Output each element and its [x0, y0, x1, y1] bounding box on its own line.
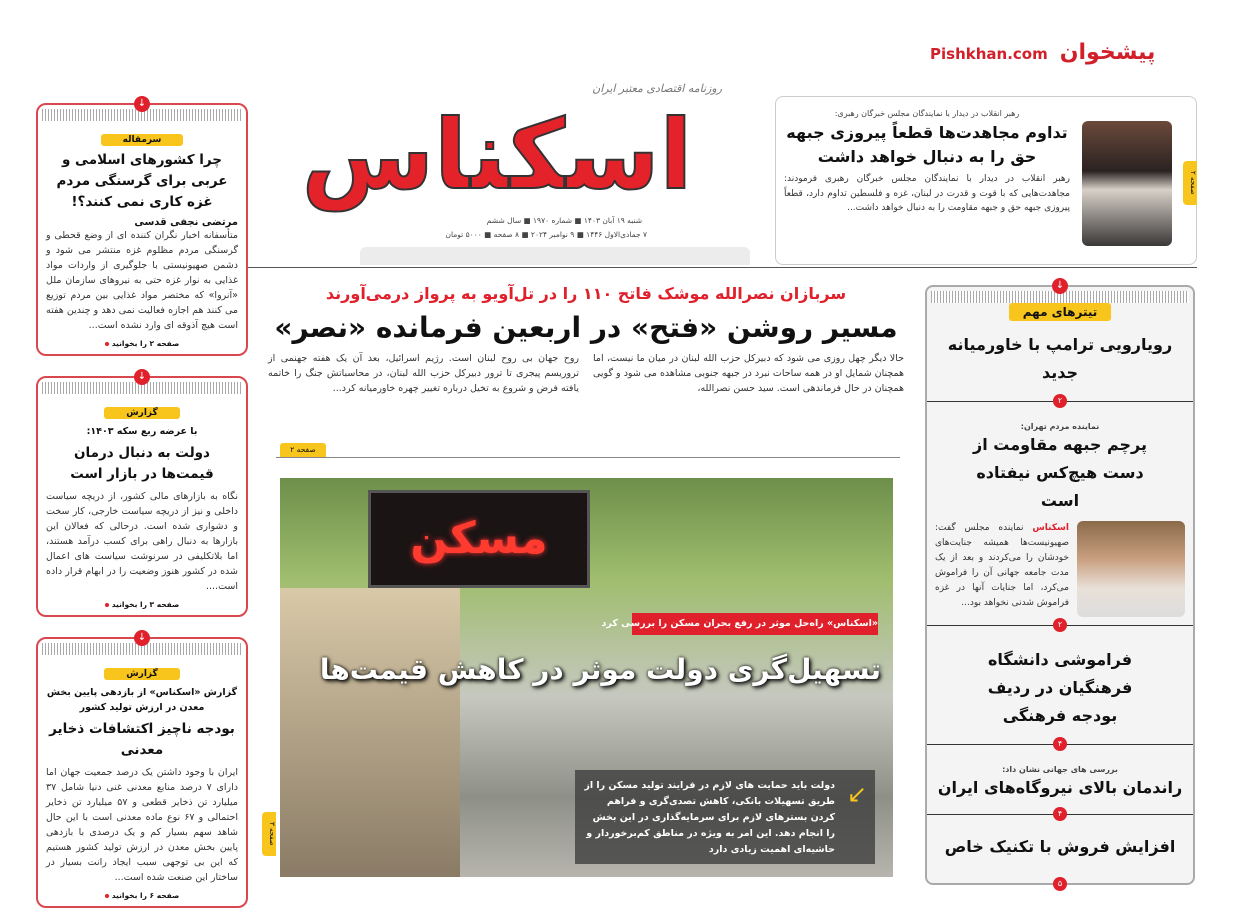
- caption: دولت باید حمایت های لازم در فرایند تولید مسکن را از طریق تسهیلات بانکی، کاهش تصدی‌گری و فراهم کردن بسترهای لازم برای سرمایه‌گذاری در این بخش را انجام دهد. این امر به ویژه در مناطق کم‌برخوردار و حاشیه‌ای اهمیت زیادی دارد: [584, 780, 835, 855]
- top-story-box[interactable]: [775, 96, 1197, 265]
- page-number: ۴: [1053, 737, 1067, 751]
- lead-story: [268, 283, 904, 396]
- headline[interactable]: راندمان بالای نیروگاه‌های ایران: [937, 778, 1183, 797]
- body-column: روح جهان بی روح لبنان است. رژیم اسرائیل، بعد آن یک هفته جهنمی از تروریسم پیجری تا ترور دبیرکل حزب الله لبنان، در محاسباتش جنگ را خاتمه یافته فرض و شروع به تخیل درباره تغییر چهره خاورمیانه کرد...: [268, 353, 579, 394]
- list-item[interactable]: [927, 396, 1193, 625]
- page-tab[interactable]: صفحه ۳: [262, 812, 276, 856]
- page-tab[interactable]: صفحه ۲: [280, 443, 326, 457]
- watermark: [930, 40, 1155, 65]
- headline[interactable]: رویارویی ترامپ با خاورمیانه جدید: [947, 335, 1173, 382]
- kicker: نماینده مردم تهران:: [1020, 422, 1100, 431]
- arrow-down-icon: ↓: [134, 369, 150, 385]
- body: نگاه به بازارهای مالی کشور، از دریچه سیاست داخلی و نیز از دریچه سیاست خارجی، کار سخت و دشواری شده است. درحالی که فعالان این بازارها به دنبال راهی برای کسب درآمد هستند، اما بلاتکلیفی در سرنوشت سیاست های اعمال شده در کشور هنوز وضعیت را در ابهام قرار داده است....: [46, 491, 238, 592]
- newspaper-logo[interactable]: اسکناس: [301, 99, 693, 211]
- tagline: روزنامه اقتصادی معتبر ایران: [592, 82, 722, 95]
- date-line: شنبه ۱۹ آبان ۱۴۰۳ ■ شماره ۱۹۷۰ ■ سال ششم: [486, 216, 642, 225]
- read-more-link[interactable]: صفحه ۳ را بخوانید: [46, 600, 238, 609]
- page-tab[interactable]: صفحه ۲: [1183, 161, 1197, 205]
- storefront: [280, 588, 460, 877]
- headline[interactable]: پرچم جبهه مقاومت از دست هیچ‌کس نیفتاده است: [973, 435, 1147, 510]
- editorial-box[interactable]: [36, 98, 248, 356]
- headline[interactable]: دولت به دنبال درمان قیمت‌ها در بازار است: [70, 445, 214, 482]
- headline[interactable]: فراموشی دانشگاه فرهنگیان در ردیف بودجه فرهنگی: [987, 650, 1133, 725]
- list-item[interactable]: [927, 809, 1193, 869]
- read-more-link[interactable]: صفحه ۲ را بخوانید: [46, 339, 238, 348]
- kicker: گزارش «اسکناس» از بازدهی پایین بخش معدن در ارزش تولید کشور: [46, 687, 238, 713]
- mp-photo: [1077, 521, 1185, 617]
- page-number: ۲: [1053, 618, 1067, 632]
- section-label: تیترهای مهم: [1009, 303, 1112, 321]
- kicker: بررسی های جهانی نشان داد:: [1002, 765, 1118, 774]
- page-number: ۵: [1053, 877, 1067, 891]
- read-more-link[interactable]: صفحه ۶ را بخوانید: [46, 891, 238, 900]
- author: مرتضی نجفی قدسی: [134, 217, 238, 228]
- headline[interactable]: تداوم مجاهدت‌ها قطعاً پیروزی جبهه حق را به دنبال خواهد داشت: [786, 123, 1068, 166]
- arrow-down-left-icon: ↙: [846, 780, 867, 808]
- body: متأسفانه اخبار نگران کننده ای از وضع قحطی و گرسنگی مردم مظلوم غزه منتشر می شود و دشمن صهیونیستی با جلوگیری از واردات مواد غذایی به نوار غزه حتی به نیروهای سازمان ملل «آنروا» که مختصر مواد غذایی بین مردم توزیع می کنند هم اجازه فعالیت نمی دهد و چندین هفته است هیچ آذوقه ای وارد نشده است...: [46, 230, 238, 331]
- kicker: رهبر انقلاب در دیدار با نمایندگان مجلس خبرگان رهبری:: [834, 109, 1020, 118]
- date-line: ۷ جمادی‌الاول ۱۴۴۶ ■ ۹ نوامبر ۲۰۲۴ ■ ۸ صفحه ■ ۵۰۰۰ تومان: [445, 230, 647, 239]
- section-label: گزارش: [104, 668, 180, 680]
- leader-photo: [1082, 121, 1172, 246]
- source: اسکناس: [1032, 523, 1069, 533]
- body: رهبر انقلاب در دیدار با نمایندگان مجلس خبرگان رهبری فرمودند: مجاهدت‌هایی که با قوت و قدرت در لبنان، غزه و فلسطین تداوم دارد، قطعاً پیروزی جبهه حق و جبهه مقاومت را به دنبال خواهد داشت...: [784, 174, 1070, 213]
- report-box[interactable]: [36, 371, 248, 617]
- body: ایران با وجود داشتن یک درصد جمعیت جهان اما دارای ۷ درصد منابع معدنی غنی دنیا شامل ۳۷ میلیارد تن ذخایر قطعی و ۵۷ میلیارد تن ذخایر احتمالی و ۶۷ نوع ماده معدنی است با این حال شاهد سهم بسیار کم و یک درصدی با بازدهی پایین بخش معدن در ارزش تولید کشور هستیم که این بی توجهی سبب ایجاد رانت بسیار در ساختار این صنعت شده است...: [46, 767, 238, 883]
- watermark-en: Pishkhan.com: [930, 45, 1048, 63]
- section-label: سرمقاله: [101, 134, 184, 146]
- body-column: حالا دیگر چهل روزی می شود که دبیرکل حزب الله لبنان در میان ما نیست، اما همچنان شمایل او در همه ساحات نبرد در جبهه جنوبی مشاهده می شود و گویی همچنان در حال فرماندهی است. سید حسن نصرالله،: [593, 353, 904, 394]
- divider: [276, 457, 900, 458]
- photo-story[interactable]: [280, 478, 893, 877]
- headline[interactable]: چرا کشورهای اسلامی و عربی برای گرسنگی مردم غزه کاری نمی کنند؟!: [56, 152, 228, 210]
- headlines-box: [925, 280, 1195, 888]
- report-box[interactable]: [36, 632, 248, 908]
- kicker: با عرضه ربع سکه ۱۴۰۳:: [86, 426, 198, 437]
- headline[interactable]: افزایش فروش با تکنیک خاص: [944, 837, 1176, 856]
- section-label: گزارش: [104, 407, 180, 419]
- kicker: سربازان نصرالله موشک فاتح ۱۱۰ را در تل‌آویو به پرواز درمی‌آورند: [325, 284, 847, 303]
- caption-box: [575, 770, 875, 864]
- story-label: «اسکناس» راه‌حل موثر در رفع بحران مسکن را بررسی کرد: [632, 613, 878, 635]
- divider: [248, 267, 1197, 268]
- masthead: [272, 82, 762, 267]
- headline[interactable]: مسیر روشن «فتح» در اربعین فرمانده «نصر»: [274, 311, 898, 344]
- watermark-fa: پیشخوان: [1059, 40, 1156, 65]
- arrow-down-icon: ↓: [134, 96, 150, 112]
- body: نماینده مجلس گفت: صهیونیست‌ها همیشه جنایت‌های خودشان را می‌کردند و بعد از یک مدت جامعه جهانی آن را فراموش می‌کرد، اما جنایات آنها در غزه فراموش شدنی نخواهد بود...: [935, 523, 1069, 608]
- list-item[interactable]: [927, 620, 1193, 744]
- headline[interactable]: بودجه ناچیز اکتشافات ذخایر معدنی: [49, 721, 235, 758]
- arrow-down-icon: ↓: [1052, 278, 1068, 294]
- list-item[interactable]: [927, 739, 1193, 814]
- masthead-bar: [360, 247, 750, 265]
- shop-sign: مسکن: [368, 490, 590, 588]
- photo-headline[interactable]: تسهیل‌گری دولت موثر در کاهش قیمت‌ها: [319, 653, 881, 686]
- page-number: ۲: [1053, 394, 1067, 408]
- left-column: [36, 98, 248, 908]
- page-number: ۴: [1053, 807, 1067, 821]
- arrow-down-icon: ↓: [134, 630, 150, 646]
